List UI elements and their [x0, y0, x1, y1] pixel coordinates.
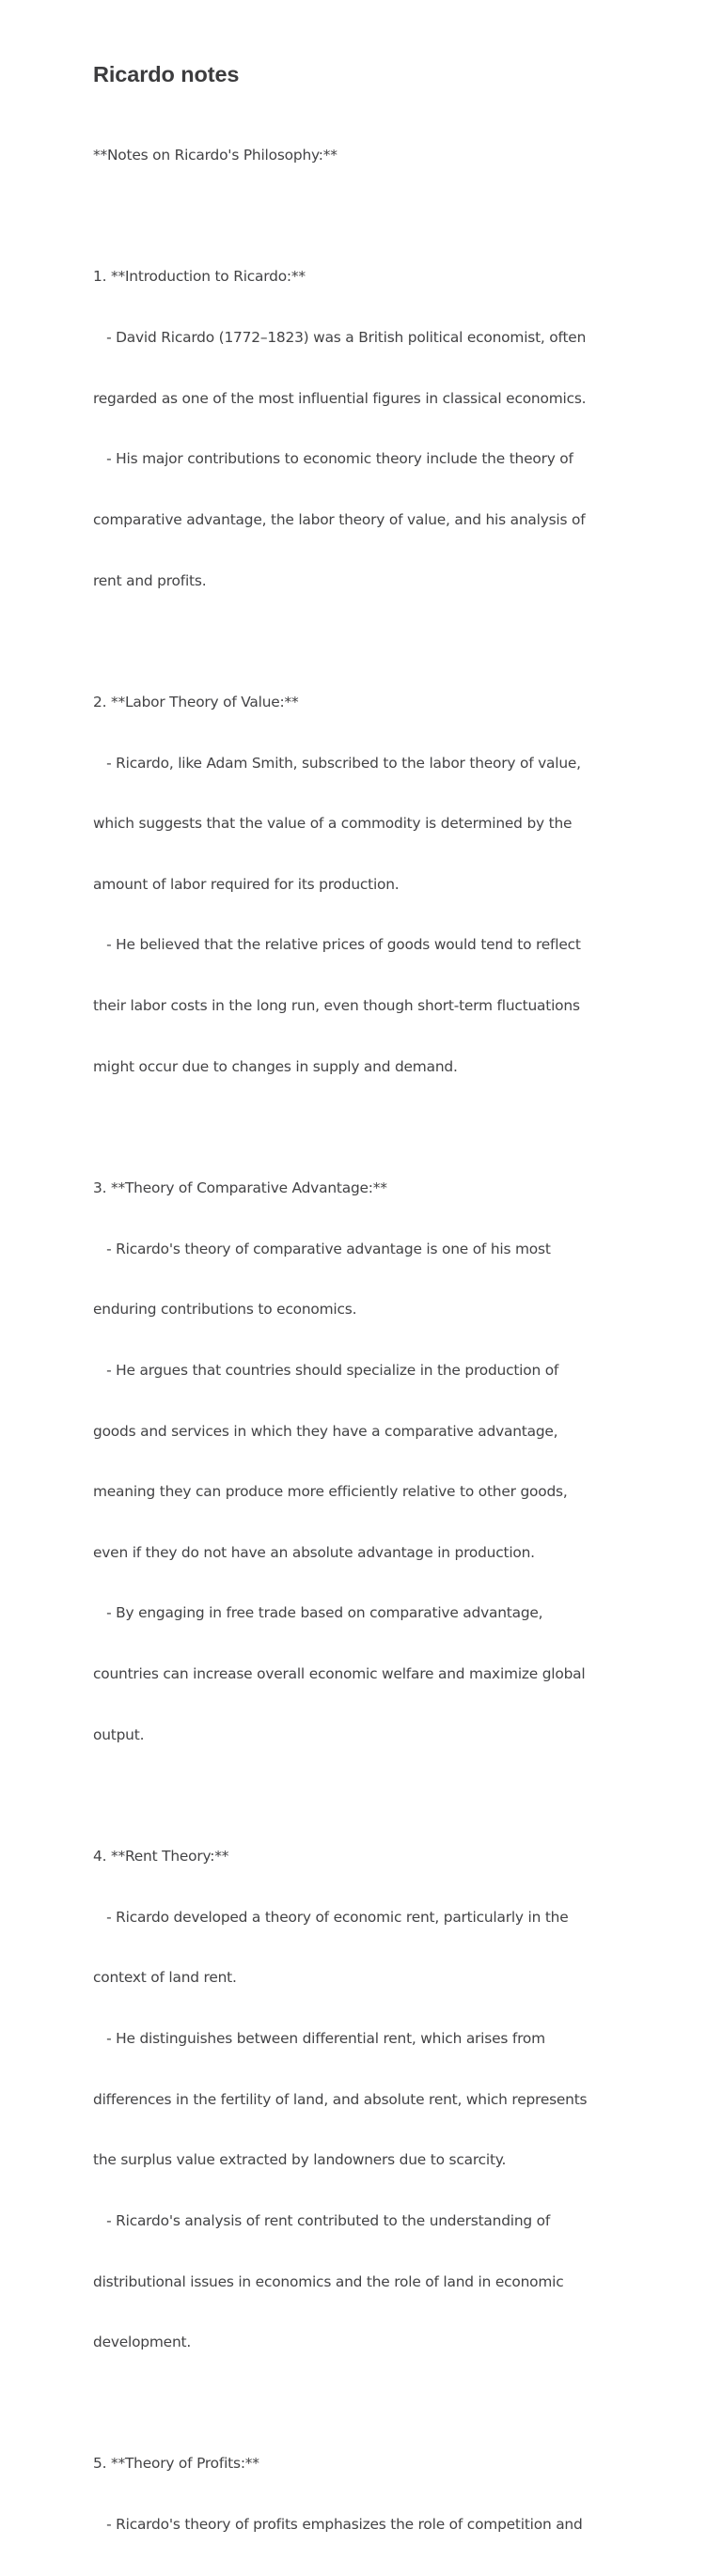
note-line: - Ricardo's theory of profits emphasizes the role of competition and: [93, 2516, 583, 2534]
note-line: amount of labor required for its production.: [93, 875, 400, 893]
note-line: - He believed that the relative prices of goods would tend to reflect: [93, 936, 581, 954]
note-line: - David Ricardo (1772–1823) was a British political economist, often: [93, 329, 587, 347]
note-title: Ricardo notes: [93, 62, 240, 86]
note-line: - Ricardo, like Adam Smith, subscribed to the labor theory of value,: [93, 754, 581, 772]
note-line: context of land rent.: [93, 1969, 237, 1987]
note-line: - Ricardo developed a theory of economic rent, particularly in the: [93, 1908, 569, 1926]
note-line: - Ricardo's theory of comparative advantage is one of his most: [93, 1240, 551, 1257]
note-line: even if they do not have an absolute advantage in production.: [93, 1543, 535, 1561]
note-line: **Notes on Ricardo's Philosophy:**: [93, 147, 337, 164]
note-line: - His major contributions to economic theory include the theory of: [93, 450, 573, 468]
note-line: - Ricardo's analysis of rent contributed to the understanding of: [93, 2211, 551, 2229]
note-body[interactable]: [93, 105, 632, 2576]
note-line: regarded as one of the most influential figures in classical economics.: [93, 389, 587, 407]
note-line: distributional issues in economics and the role of land in economic: [93, 2272, 564, 2290]
note-line: enduring contributions to economics.: [93, 1301, 357, 1319]
note-line: differences in the fertility of land, and absolute rent, which represents: [93, 2090, 588, 2108]
note-line: [93, 2394, 632, 2414]
note-line: 4. **Rent Theory:**: [93, 1848, 229, 1866]
note-line: output.: [93, 1725, 145, 1743]
note-line: 2. **Labor Theory of Value:**: [93, 693, 299, 710]
note-line: development.: [93, 2334, 192, 2351]
note-line: their labor costs in the long run, even though short-term fluctuations: [93, 997, 580, 1015]
note-line: rent and profits.: [93, 571, 207, 589]
note-line: 5. **Theory of Profits:**: [93, 2455, 259, 2473]
note-line: [93, 207, 632, 227]
note-line: - By engaging in free trade based on comparative advantage,: [93, 1604, 543, 1622]
note-line: 1. **Introduction to Ricardo:**: [93, 268, 306, 286]
note-line: the surplus value extracted by landowners due to scarcity.: [93, 2151, 507, 2169]
note-line: which suggests that the value of a commodity is determined by the: [93, 815, 573, 833]
note-line: goods and services in which they have a comparative advantage,: [93, 1422, 558, 1440]
note-line: [93, 1786, 632, 1806]
note-line: [93, 1117, 632, 1138]
note-line: - He distinguishes between differential rent, which arises from: [93, 2029, 545, 2047]
note-line: comparative advantage, the labor theory of value, and his analysis of: [93, 510, 586, 528]
note-line: might occur due to changes in supply and demand.: [93, 1057, 458, 1075]
note-line: meaning they can produce more efficiently relative to other goods,: [93, 1483, 568, 1501]
note-line: countries can increase overall economic welfare and maximize global: [93, 1665, 586, 1683]
note-line: - He argues that countries should specialize in the production of: [93, 1361, 559, 1379]
note-line: 3. **Theory of Comparative Advantage:**: [93, 1179, 387, 1196]
note-line: [93, 632, 632, 652]
